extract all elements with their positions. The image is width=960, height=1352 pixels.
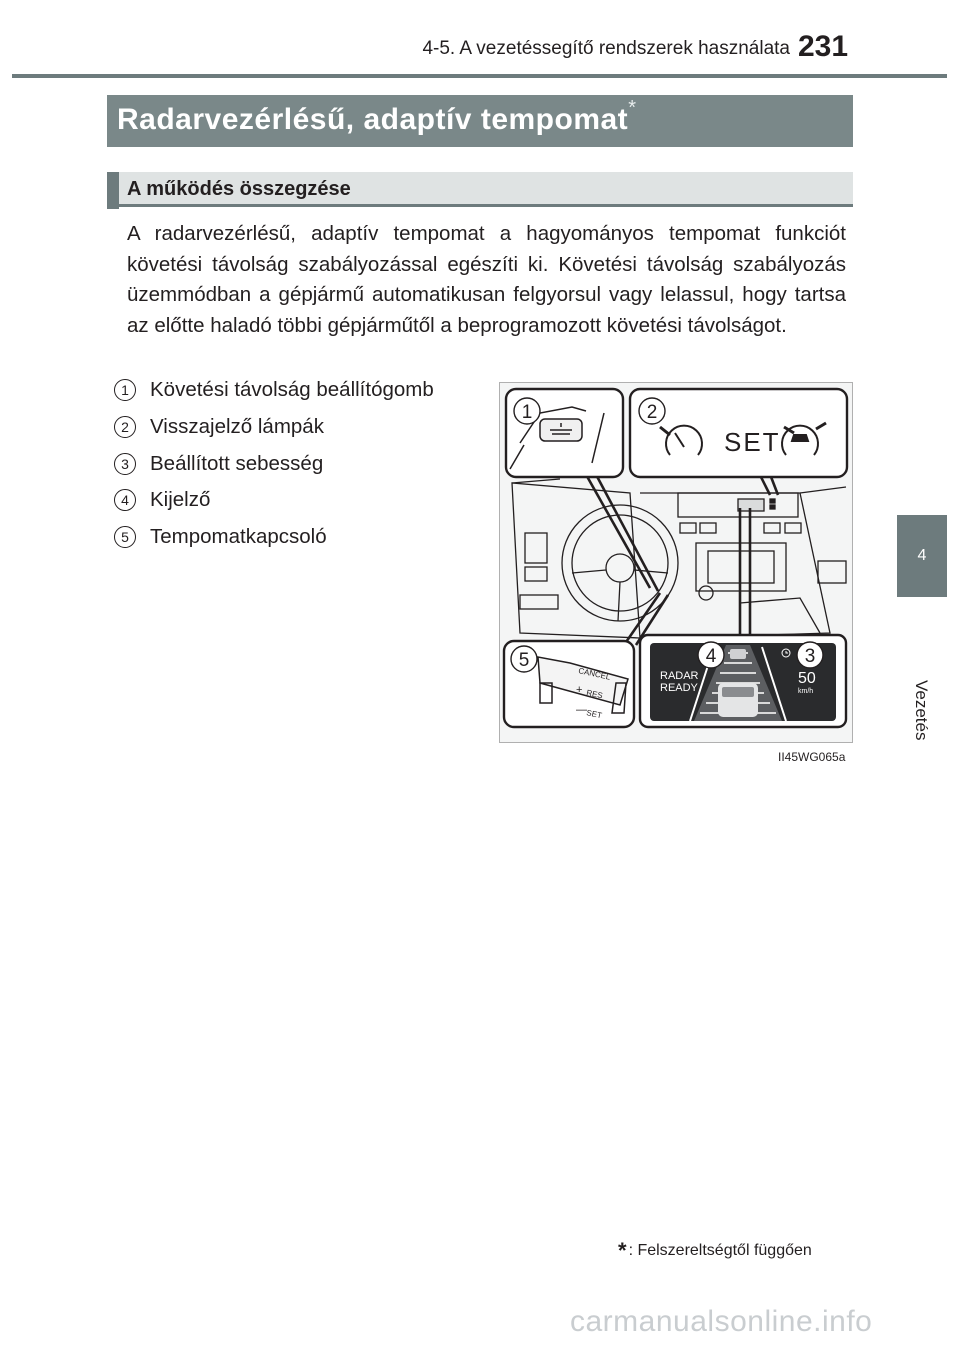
footnote-text: : Felszereltségtől függően [628, 1242, 812, 1259]
footnote-marker: * [618, 1238, 627, 1263]
page-title-text: Radarvezérlésű, adaptív tempomat [117, 103, 629, 136]
lever-label-plus: + [576, 684, 583, 696]
legend-item [114, 450, 323, 478]
chapter-label-text: Vezetés [912, 680, 931, 741]
legend-item [114, 486, 210, 514]
page-number: 231 [798, 30, 849, 63]
callout-number: 3 [804, 646, 816, 667]
subsection-accent [107, 172, 119, 209]
callout-number: 1 [521, 402, 533, 423]
legend-label: Visszajelző lámpák [150, 415, 324, 438]
display-status-radar: RADAR [660, 670, 699, 682]
legend-label: Követési távolság beállítógomb [150, 378, 434, 401]
legend-label: Kijelző [150, 488, 211, 511]
dashboard-drawing [512, 479, 846, 638]
page-title [117, 97, 637, 137]
header-section-title: 4-5. A vezetéssegítő rendszerek használata [422, 38, 790, 59]
legend-number: 1 [114, 379, 136, 401]
display-speed: 50 [798, 670, 816, 687]
legend-number: 4 [114, 489, 136, 511]
chapter-tab [897, 515, 947, 597]
legend-item [114, 413, 324, 441]
legend-number: 2 [114, 416, 136, 438]
legend-number: 5 [114, 526, 136, 548]
lever-label-minus: — [576, 704, 587, 716]
legend-number: 3 [114, 453, 136, 475]
footnote [618, 1238, 812, 1264]
title-marker: * [628, 97, 637, 119]
callout-number: 2 [646, 402, 658, 423]
intro-paragraph: A radarvezérlésű, adaptív tempomat a hagyományos tempomat funkciót követési távolság szabályozással egészíti ki. Követési távolság szabályozás üzemmódban a gépjármű automatikusan felgyorsul vagy lelassul, hogy tartsa az előtte haladó többi gépjárműtől a beprogramozott követési távolságot. [127, 222, 846, 337]
legend-label: Beállított sebesség [150, 452, 324, 475]
callout-number: 5 [518, 650, 530, 671]
watermark: carmanualsonline.info [570, 1305, 873, 1338]
legend-label: Tempomatkapcsoló [150, 525, 327, 548]
lever-label-res: RES [585, 688, 604, 701]
cockpit-illustration [499, 382, 853, 743]
set-indicator-text: SET [724, 427, 781, 457]
figure-code: II45WG065a [778, 750, 846, 764]
legend-item [114, 376, 434, 404]
chapter-label [897, 610, 947, 741]
display-status-ready: READY [660, 682, 698, 694]
callout-number: 4 [705, 646, 717, 667]
chapter-tab-number: 4 [917, 547, 927, 564]
subsection-title: A működés összegzése [127, 178, 351, 200]
header-divider [12, 74, 947, 78]
legend-item [114, 523, 327, 551]
display-speed-unit: km/h [798, 688, 814, 695]
lever-label-set: SET [585, 708, 603, 721]
lever-label-cancel: CANCEL [577, 666, 612, 682]
